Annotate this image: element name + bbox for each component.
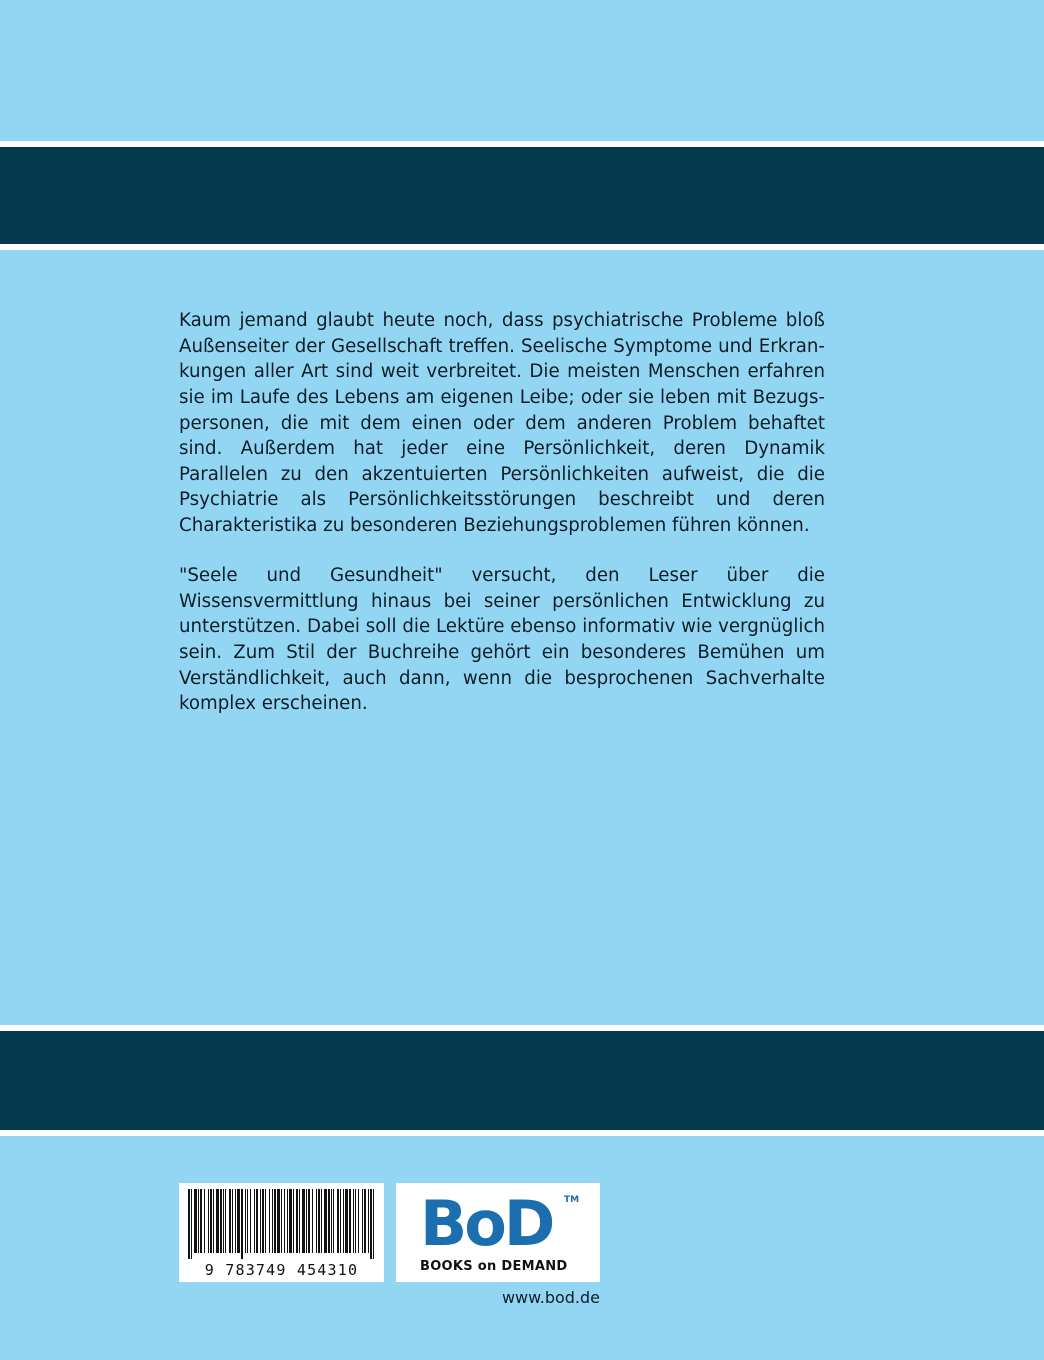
barcode-bar xyxy=(364,1189,366,1253)
barcode-bar xyxy=(312,1189,313,1253)
publisher-website: www.bod.de xyxy=(501,1288,600,1307)
barcode-bar xyxy=(277,1189,280,1253)
barcode-bar xyxy=(200,1189,202,1253)
bod-logo: BoD xyxy=(420,1187,553,1260)
isbn-number: 9 783749 454310 xyxy=(204,1261,359,1279)
barcode-bar xyxy=(232,1189,233,1253)
barcode-bar xyxy=(188,1189,190,1259)
barcode-bar xyxy=(262,1189,264,1253)
barcode-bar xyxy=(318,1189,320,1253)
bottom-dark-band xyxy=(0,1025,1044,1136)
top-dark-band xyxy=(0,141,1044,250)
barcode-bar xyxy=(321,1189,322,1253)
barcode-bar xyxy=(250,1189,251,1253)
barcode-bar xyxy=(345,1189,348,1253)
barcode-bar xyxy=(373,1189,374,1259)
barcode-bar xyxy=(223,1189,224,1253)
barcode-bar xyxy=(328,1189,330,1253)
barcode-bars xyxy=(188,1189,375,1259)
barcode-bar xyxy=(213,1189,214,1253)
barcode-bar xyxy=(210,1189,212,1253)
barcode-bar xyxy=(269,1189,270,1253)
barcode-bar xyxy=(272,1189,273,1253)
barcode-bar xyxy=(194,1189,197,1253)
trademark-mark: TM xyxy=(564,1195,580,1205)
barcode-bar xyxy=(281,1189,282,1253)
barcode-bar xyxy=(302,1189,305,1253)
barcode-bar xyxy=(293,1189,294,1253)
barcode-bar xyxy=(333,1189,334,1253)
barcode-bar xyxy=(260,1189,261,1253)
barcode-bar xyxy=(289,1189,292,1253)
barcode-bar xyxy=(331,1189,332,1253)
barcode-bar xyxy=(343,1189,344,1253)
barcode-bar xyxy=(308,1189,310,1253)
barcode-bar xyxy=(362,1189,363,1253)
barcode-bar xyxy=(349,1189,351,1253)
barcode-bar xyxy=(235,1189,236,1253)
isbn-barcode xyxy=(179,1183,384,1282)
barcode-bar xyxy=(368,1189,369,1253)
barcode-bar xyxy=(191,1189,192,1259)
barcode-bar xyxy=(265,1189,266,1253)
barcode-bar xyxy=(316,1189,317,1253)
barcode-bar xyxy=(296,1189,298,1253)
barcode-bar xyxy=(204,1189,205,1253)
barcode-bar xyxy=(247,1189,248,1253)
barcode-bar xyxy=(225,1189,226,1253)
barcode-bar xyxy=(229,1189,231,1253)
barcode-bar xyxy=(306,1189,307,1253)
barcode-bar xyxy=(355,1189,356,1253)
barcode-bar xyxy=(358,1189,359,1253)
barcode-bar xyxy=(237,1189,240,1253)
barcode-bar xyxy=(216,1189,219,1253)
publisher-tagline: BOOKS on DEMAND xyxy=(420,1259,568,1274)
barcode-bar xyxy=(299,1189,300,1253)
blurb-paragraph-2: "Seele und Gesundheit" versucht, den Leser über die Wissensvermittlung hinaus bei seiner persönlichen Entwicklung zu unterstützen. Dabei soll die Lektüre ebenso informativ wie vergnüglich sein. Zum Stil der Buchreihe gehört ein besonderes Bemühen um Verständlichkeit, auch dann, wenn die besprochenen Sachverhalte komplex erscheinen. xyxy=(179,565,825,715)
barcode-bar xyxy=(324,1189,327,1253)
barcode-bar xyxy=(274,1189,276,1253)
barcode-bar xyxy=(353,1189,354,1253)
barcode-bar xyxy=(198,1189,199,1253)
barcode-bar xyxy=(256,1189,258,1253)
barcode-bar xyxy=(220,1189,222,1253)
barcode-bar xyxy=(284,1189,285,1253)
barcode-bar xyxy=(254,1189,255,1253)
blurb-paragraph-1: Kaum jemand glaubt heute noch, dass psychiatrische Probleme bloß Außenseiter der Gesellschaft treffen. Seelische Symptome und Erkrankungen aller Art sind weit verbreitet. Die meisten Menschen erfahren sie im Laufe des Lebens am eigenen Leibe; oder sie leben mit Bezugspersonen, die mit dem einen oder dem anderen Problem behaftet sind. Außerdem hat jeder eine Persönlichkeit, deren Dynamik Parallelen zu den akzentuierten Persönlichkeiten aufweist, die die Psychiatrie als Persönlichkeitsstörungen beschreibt und deren Charakteristika zu besonderen Beziehungsproblemen führen können. xyxy=(179,310,825,536)
barcode-bar xyxy=(337,1189,339,1253)
barcode-bar xyxy=(370,1189,372,1259)
publisher-logo-box xyxy=(396,1183,600,1282)
barcode-bar xyxy=(245,1189,246,1253)
barcode-bar xyxy=(208,1189,209,1253)
barcode-bar xyxy=(241,1189,243,1259)
barcode-bar xyxy=(340,1189,341,1253)
barcode-bar xyxy=(287,1189,288,1253)
